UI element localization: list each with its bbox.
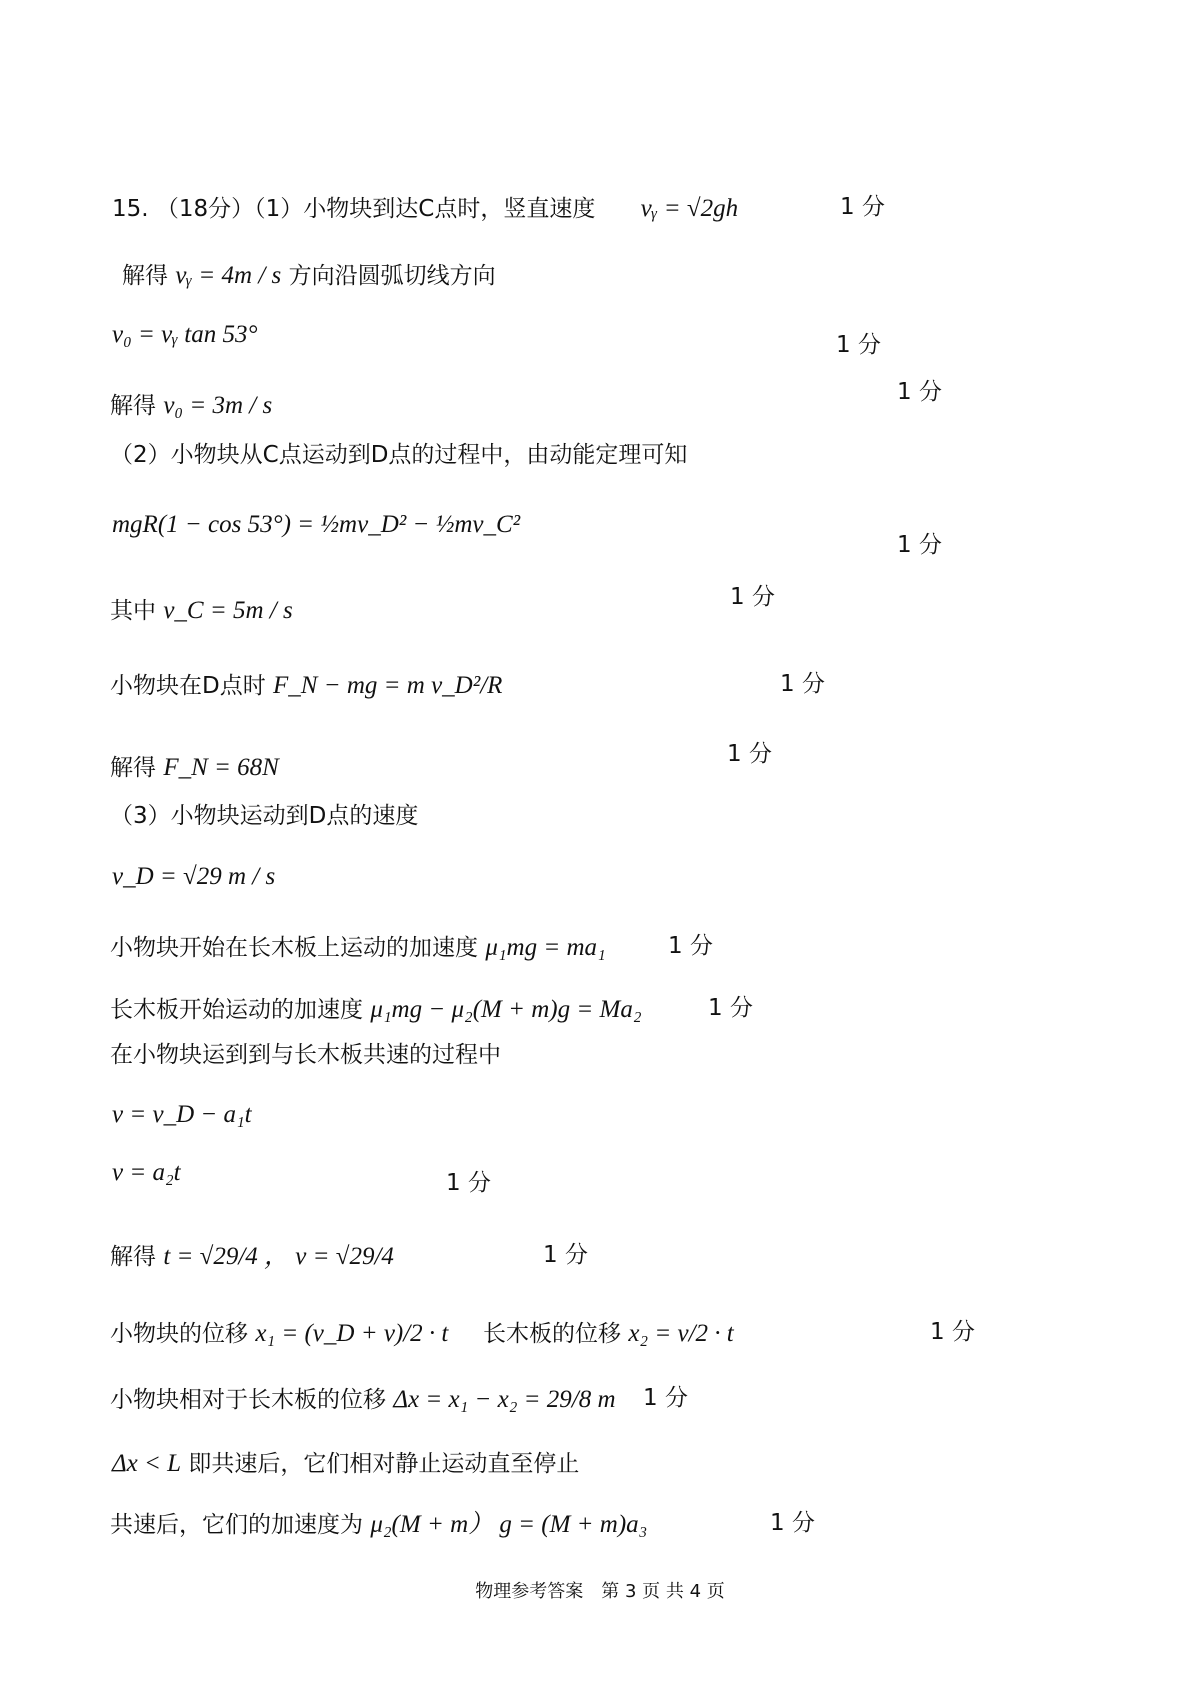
line19 [110, 1387, 616, 1412]
eq-mu2: μ₁mg − μ₂(M + m)g = Ma₂ [370, 996, 642, 1023]
point-2: 1 分 [836, 332, 881, 358]
point-5: 1 分 [730, 584, 775, 610]
point-13: 1 分 [643, 1385, 688, 1411]
eq-vd-sqrt29: v_D = √29 m / s [112, 863, 276, 890]
page-footer: 物理参考答案 第 3 页 共 4 页 [475, 1581, 725, 1602]
q15-heading: 15. （18分）（1）小物块到达C点时，竖直速度 [112, 196, 596, 222]
text-accel-block: 小物块开始在长木板上运动的加速度 [110, 935, 478, 961]
eq-a3: μ₂(M + m） g = (M + m)a₃ [370, 1511, 648, 1538]
eq-mu1: μ₁mg = ma₁ [485, 934, 606, 961]
eq-vy-sqrt: vᵧ = √2gh [640, 195, 739, 222]
eq-energy: mgR(1 − cos 53°) = ½mv_D² − ½mv_C² [112, 511, 521, 538]
eq-v-a2t: v = a₂t [112, 1159, 181, 1186]
line21 [110, 1512, 647, 1537]
text-jiede: 解得 [110, 1244, 156, 1270]
eq-dx: Δx = x₁ − x₂ = 29/8 m [393, 1386, 616, 1413]
eq-x2: x₂ = v/2 · t [628, 1320, 734, 1347]
line13 [110, 997, 642, 1022]
line9 [110, 755, 279, 780]
line15 [112, 1102, 252, 1127]
text-at-d: 小物块在D点时 [110, 673, 266, 699]
point-14: 1 分 [770, 1510, 815, 1536]
point-4: 1 分 [897, 532, 942, 558]
text-jiede: 解得 [110, 393, 156, 419]
point-8: 1 分 [668, 933, 713, 959]
eq-fn-mg: F_N − mg = m v_D²/R [273, 672, 503, 699]
point-11: 1 分 [543, 1242, 588, 1268]
text-disp-block: 小物块的位移 [110, 1321, 248, 1347]
text-qizhong: 其中 [110, 598, 156, 624]
line17 [110, 1244, 394, 1269]
text-after: 即共速后，它们相对静止运动直至停止 [188, 1451, 580, 1477]
line14: 在小物块运到到与长木板共速的过程中 [110, 1042, 501, 1068]
eq-dx-lt-l: Δx < L [112, 1450, 182, 1477]
line11 [112, 864, 275, 889]
point-1: 1 分 [840, 194, 885, 220]
text-direction: 方向沿圆弧切线方向 [288, 263, 496, 289]
line2 [122, 263, 496, 288]
q15-line1 [112, 196, 738, 221]
point-12: 1 分 [930, 1319, 975, 1345]
point-6: 1 分 [780, 671, 825, 697]
line18 [110, 1321, 448, 1346]
line18b [483, 1321, 734, 1346]
line7 [110, 598, 293, 623]
eq-v0-3: v₀ = 3m / s [163, 392, 273, 419]
eq-vc-5: v_C = 5m / s [163, 597, 293, 624]
text-relative-disp: 小物块相对于长木板的位移 [110, 1387, 386, 1413]
part3-heading: （3）小物块运动到D点的速度 [110, 803, 419, 829]
point-10: 1 分 [446, 1170, 491, 1196]
text-accel-board: 长木板开始运动的加速度 [110, 997, 363, 1023]
part2-heading: （2）小物块从C点运动到D点的过程中，由动能定理可知 [110, 442, 688, 468]
text-jiede: 解得 [110, 755, 156, 781]
text-jiede: 解得 [122, 263, 168, 289]
line8 [110, 673, 502, 698]
eq-t-v: t = √29/4 ， v = √29/4 [163, 1243, 394, 1270]
eq-x1: x₁ = (v_D + v)/2 · t [255, 1320, 449, 1347]
line6 [112, 512, 520, 537]
point-3: 1 分 [897, 379, 942, 405]
text-disp-board: 长木板的位移 [483, 1321, 621, 1347]
line20 [112, 1451, 579, 1476]
point-7: 1 分 [727, 741, 772, 767]
eq-v-vd: v = v_D − a₁t [112, 1101, 252, 1128]
line3 [112, 322, 257, 347]
eq-fn-68: F_N = 68N [163, 754, 279, 781]
line4 [110, 393, 272, 418]
text-common-accel: 共速后，它们的加速度为 [110, 1512, 363, 1538]
line16 [112, 1160, 181, 1185]
eq-v0-tan: v₀ = vᵧ tan 53° [112, 321, 258, 348]
point-9: 1 分 [708, 995, 753, 1021]
line12 [110, 935, 606, 960]
eq-vy-4: vᵧ = 4m / s [175, 262, 282, 289]
